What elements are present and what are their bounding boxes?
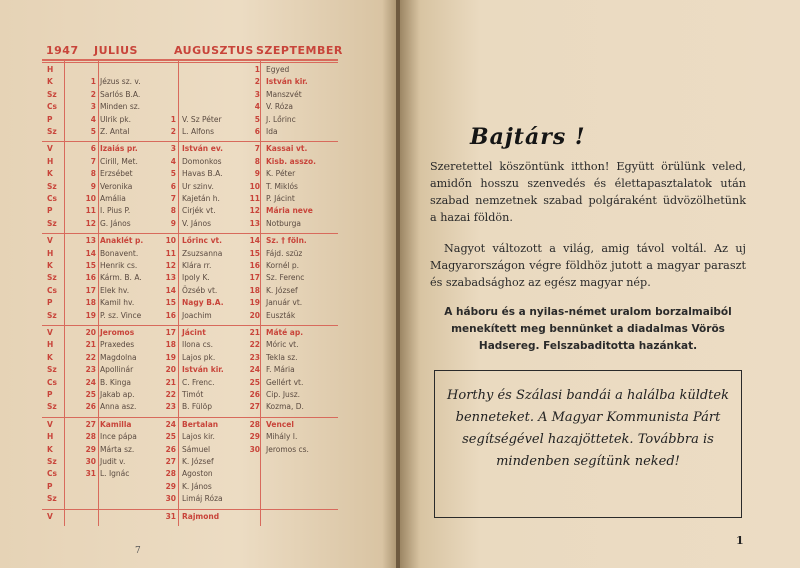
july-day-number: 8 xyxy=(90,169,96,179)
august-day-number: 9 xyxy=(170,218,176,228)
september-saint-name: J. Lőrinc xyxy=(266,114,296,124)
september-saint-name: V. Róza xyxy=(266,102,293,112)
july-saint-name: Judit v. xyxy=(100,456,126,466)
september-day-number: 19 xyxy=(249,298,260,308)
september-day-number: 6 xyxy=(254,126,260,136)
july-saint-name: P. sz. Vince xyxy=(100,310,142,320)
august-day-number: 6 xyxy=(170,181,176,191)
september-day-number: 30 xyxy=(249,444,260,454)
july-saint-name: Anna asz. xyxy=(100,402,137,412)
august-day-number: 12 xyxy=(165,260,176,270)
july-saint-name: G. János xyxy=(100,218,131,228)
weekday-label: H xyxy=(47,248,54,258)
calendar-row xyxy=(42,168,338,180)
july-day-number: 23 xyxy=(85,365,96,375)
weekday-label: H xyxy=(47,432,54,442)
weekday-label: Cs xyxy=(47,193,57,203)
august-saint-name: Timót xyxy=(182,389,204,399)
september-day-number: 24 xyxy=(249,365,260,375)
september-day-number: 29 xyxy=(249,432,260,442)
july-saint-name: Apollinár xyxy=(100,365,134,375)
september-day-number: 28 xyxy=(249,419,260,429)
weekday-label: Sz xyxy=(47,494,57,504)
weekday-label: V xyxy=(47,236,53,246)
july-day-number: 29 xyxy=(85,444,96,454)
july-day-number: 3 xyxy=(90,102,96,112)
july-day-number: 18 xyxy=(85,298,96,308)
september-saint-name: Január vt. xyxy=(266,298,303,308)
july-saint-name: Cirill, Met. xyxy=(100,156,138,166)
july-day-number: 12 xyxy=(85,218,96,228)
weekday-label: Sz xyxy=(47,456,57,466)
august-day-number: 20 xyxy=(165,365,176,375)
day-column-line xyxy=(64,60,65,526)
calendar-row xyxy=(42,126,338,138)
august-saint-name: Havas B.A. xyxy=(182,169,223,179)
september-saint-name: István kir. xyxy=(266,77,308,87)
august-day-number: 17 xyxy=(165,328,176,337)
weekday-label: P xyxy=(47,206,53,216)
august-saint-name: Zsuzsanna xyxy=(182,248,223,258)
weekday-label: Sz xyxy=(47,181,57,191)
july-saint-name: Jakab ap. xyxy=(100,389,135,399)
calendar-row xyxy=(42,401,338,413)
september-day-number: 13 xyxy=(249,218,260,228)
august-saint-name: Domonkos xyxy=(182,156,222,166)
september-saint-name: Kassai vt. xyxy=(266,144,308,154)
august-day-number: 13 xyxy=(165,273,176,283)
calendar-week xyxy=(42,511,338,523)
august-day-number: 19 xyxy=(165,352,176,362)
september-day-number: 10 xyxy=(249,181,260,191)
calendar-row xyxy=(42,444,338,456)
july-saint-name: Z. Antal xyxy=(100,126,130,136)
july-day-number: 27 xyxy=(85,419,96,429)
july-saint-name: Kamilla xyxy=(100,419,132,429)
august-day-number: 14 xyxy=(165,285,176,295)
july-saint-name: Izaiás pr. xyxy=(100,144,138,154)
calendar-row xyxy=(42,493,338,505)
july-day-number: 30 xyxy=(85,456,96,466)
september-day-number: 22 xyxy=(249,340,260,350)
august-day-number: 18 xyxy=(165,340,176,350)
august-saint-name: Agoston xyxy=(182,469,213,479)
august-day-number: 22 xyxy=(165,389,176,399)
august-saint-name: Limáj Róza xyxy=(182,494,223,504)
august-saint-name: L. Alfons xyxy=(182,126,215,136)
september-saint-name: K. Péter xyxy=(266,169,296,179)
september-day-number: 14 xyxy=(249,236,260,246)
august-saint-name: Nagy B.A. xyxy=(182,298,224,308)
weekday-label: Sz xyxy=(47,365,57,375)
weekday-label: P xyxy=(47,481,53,491)
calendar-week xyxy=(42,419,338,506)
july-day-number: 22 xyxy=(85,352,96,362)
calendar-row xyxy=(42,339,338,351)
weekday-label: P xyxy=(47,298,53,308)
weekday-label: H xyxy=(47,156,54,166)
week-separator xyxy=(42,233,338,234)
weekday-label: H xyxy=(47,340,54,350)
july-saint-name: Amália xyxy=(100,193,126,203)
weekday-label: Sz xyxy=(47,126,57,136)
july-saint-name: Magdolna xyxy=(100,352,137,362)
august-saint-name: Özséb vt. xyxy=(182,285,218,295)
calendar-row xyxy=(42,143,338,155)
calendar-row xyxy=(42,248,338,260)
footer-mark: 7 xyxy=(135,546,141,556)
calendar-row xyxy=(42,431,338,443)
july-saint-name: Veronika xyxy=(100,181,133,191)
september-saint-name: Vencel xyxy=(266,419,294,429)
august-saint-name: Joachim xyxy=(182,310,212,320)
september-day-number: 3 xyxy=(254,89,260,99)
september-day-number: 26 xyxy=(249,389,260,399)
september-day-number: 1 xyxy=(254,65,260,74)
august-saint-name: Ur szinv. xyxy=(182,181,214,191)
weekday-label: P xyxy=(47,389,53,399)
weekday-label: V xyxy=(47,144,53,154)
september-saint-name: Ida xyxy=(266,126,278,136)
july-day-number: 6 xyxy=(90,144,96,154)
calendar-row xyxy=(42,468,338,480)
july-saint-name: Márta sz. xyxy=(100,444,135,454)
september-day-number: 18 xyxy=(249,285,260,295)
month-september: SZEPTEMBER xyxy=(256,44,343,57)
letter-title: Bajtárs ! xyxy=(470,124,586,150)
weekday-label: Cs xyxy=(47,285,57,295)
calendar-row xyxy=(42,297,338,309)
august-column-line xyxy=(178,60,179,526)
july-day-number: 16 xyxy=(85,273,96,283)
july-saint-name: Anaklét p. xyxy=(100,236,144,246)
august-saint-name: Kajetán h. xyxy=(182,193,220,203)
september-saint-name: Egyed xyxy=(266,65,290,74)
september-saint-name: Sz. † föln. xyxy=(266,236,307,246)
calendar-week xyxy=(42,327,338,414)
weekday-label: H xyxy=(47,65,54,74)
calendar-row xyxy=(42,235,338,247)
august-day-number: 29 xyxy=(165,481,176,491)
weekday-label: Sz xyxy=(47,310,57,320)
august-saint-name: Lajos kir. xyxy=(182,432,215,442)
left-page xyxy=(0,0,398,568)
august-day-number: 24 xyxy=(165,419,176,429)
page-number: 1 xyxy=(736,534,744,547)
september-saint-name: P. Jácint xyxy=(266,193,295,203)
calendar-row xyxy=(42,64,338,76)
month-august: AUGUSZTUS xyxy=(174,44,254,57)
calendar-row xyxy=(42,272,338,284)
september-day-number: 23 xyxy=(249,352,260,362)
calendar-week xyxy=(42,64,338,138)
july-saint-name: Jézus sz. v. xyxy=(100,77,141,87)
august-day-number: 5 xyxy=(170,169,176,179)
august-day-number: 16 xyxy=(165,310,176,320)
september-day-number: 2 xyxy=(254,77,260,87)
july-day-number: 2 xyxy=(90,89,96,99)
august-day-number: 26 xyxy=(165,444,176,454)
calendar-row xyxy=(42,389,338,401)
july-saint-name: Henrik cs. xyxy=(100,260,138,270)
weekday-label: K xyxy=(47,444,53,454)
august-saint-name: Jácint xyxy=(182,328,206,337)
august-day-number: 21 xyxy=(165,377,176,387)
august-saint-name: István kir. xyxy=(182,365,224,375)
september-day-number: 25 xyxy=(249,377,260,387)
july-saint-name: Jeromos xyxy=(100,328,135,337)
right-page xyxy=(400,0,800,568)
july-day-number: 4 xyxy=(90,114,96,124)
september-saint-name: Máté ap. xyxy=(266,328,304,337)
july-saint-name: Ince pápa xyxy=(100,432,137,442)
calendar-row xyxy=(42,419,338,431)
calendar-week xyxy=(42,143,338,230)
calendar-row xyxy=(42,285,338,297)
july-day-number: 7 xyxy=(90,156,96,166)
august-day-number: 2 xyxy=(170,126,176,136)
july-column-line xyxy=(98,60,99,526)
week-separator xyxy=(42,509,338,510)
september-saint-name: Mária neve xyxy=(266,206,313,216)
september-day-number: 5 xyxy=(254,114,260,124)
weekday-label: Sz xyxy=(47,89,57,99)
calendar-row xyxy=(42,377,338,389)
august-day-number: 15 xyxy=(165,298,176,308)
september-saint-name: Kozma, D. xyxy=(266,402,304,412)
calendar-row xyxy=(42,114,338,126)
week-separator xyxy=(42,62,338,63)
boxed-message xyxy=(434,370,742,518)
week-separator xyxy=(42,417,338,418)
calendar-row xyxy=(42,364,338,376)
august-saint-name: K. János xyxy=(182,481,212,491)
august-day-number: 31 xyxy=(165,511,176,521)
calendar-row xyxy=(42,260,338,272)
calendar-row xyxy=(42,181,338,193)
july-saint-name: Erzsébet xyxy=(100,169,133,179)
july-saint-name: Kárm. B. A. xyxy=(100,273,142,283)
september-saint-name: Jeromos cs. xyxy=(266,444,309,454)
july-saint-name: Minden sz. xyxy=(100,102,141,112)
weekday-label: K xyxy=(47,77,53,87)
september-saint-name: Euszták xyxy=(266,310,296,320)
july-saint-name: B. Kinga xyxy=(100,377,132,387)
september-saint-name: Kisb. asszo. xyxy=(266,156,317,166)
september-saint-name: Sz. Ferenc xyxy=(266,273,305,283)
july-day-number: 19 xyxy=(85,310,96,320)
august-day-number: 28 xyxy=(165,469,176,479)
july-day-number: 13 xyxy=(85,236,96,246)
august-day-number: 8 xyxy=(170,206,176,216)
september-day-number: 16 xyxy=(249,260,260,270)
august-saint-name: Lajos pk. xyxy=(182,352,216,362)
september-saint-name: Tekla sz. xyxy=(266,352,298,362)
july-day-number: 21 xyxy=(85,340,96,350)
calendar-row xyxy=(42,511,338,523)
august-saint-name: B. Fülöp xyxy=(182,402,213,412)
august-saint-name: Cirjék vt. xyxy=(182,206,216,216)
august-saint-name: Bertalan xyxy=(182,419,219,429)
september-day-number: 27 xyxy=(249,402,260,412)
weekday-label: K xyxy=(47,260,53,270)
weekday-label: Sz xyxy=(47,273,57,283)
paragraph-welcome: Szeretettel köszöntünk itthon! Együtt örülünk veled, amidőn hosszu szenvedés és élettapasztalatok után szabad nemzetnek szabad polgáraként üdvözölhetünk a hazai földön. xyxy=(430,160,746,224)
weekday-label: V xyxy=(47,511,53,521)
september-day-number: 8 xyxy=(254,156,260,166)
weekday-label: K xyxy=(47,169,53,179)
august-day-number: 27 xyxy=(165,456,176,466)
august-saint-name: Ilona cs. xyxy=(182,340,214,350)
july-day-number: 17 xyxy=(85,285,96,295)
september-day-number: 15 xyxy=(249,248,260,258)
weekday-label: Sz xyxy=(47,218,57,228)
august-day-number: 1 xyxy=(170,114,176,124)
july-day-number: 26 xyxy=(85,402,96,412)
august-day-number: 10 xyxy=(165,236,176,246)
september-saint-name: Mihály I. xyxy=(266,432,298,442)
calendar-row xyxy=(42,101,338,113)
august-saint-name: Lőrinc vt. xyxy=(182,236,222,246)
september-day-number: 7 xyxy=(254,144,260,154)
september-saint-name: K. József xyxy=(266,285,298,295)
july-saint-name: Bonavent. xyxy=(100,248,139,258)
july-saint-name: L. Ignác xyxy=(100,469,130,479)
august-saint-name: K. József xyxy=(182,456,214,466)
july-day-number: 9 xyxy=(90,181,96,191)
september-saint-name: T. Miklós xyxy=(266,181,298,191)
week-separator xyxy=(42,325,338,326)
september-saint-name: Manszvét xyxy=(266,89,302,99)
year-label: 1947 xyxy=(46,44,79,57)
august-saint-name: István ev. xyxy=(182,144,223,154)
august-saint-name: V. Sz Péter xyxy=(182,114,222,124)
july-day-number: 1 xyxy=(90,77,96,87)
september-day-number: 11 xyxy=(249,193,260,203)
calendar-row xyxy=(42,156,338,168)
august-saint-name: C. Frenc. xyxy=(182,377,215,387)
august-day-number: 7 xyxy=(170,193,176,203)
september-day-number: 20 xyxy=(249,310,260,320)
august-day-number: 25 xyxy=(165,432,176,442)
calendar-row xyxy=(42,205,338,217)
august-saint-name: Ipoly K. xyxy=(182,273,210,283)
august-day-number: 11 xyxy=(165,248,176,258)
september-saint-name: Kornél p. xyxy=(266,260,300,270)
weekday-label: P xyxy=(47,114,53,124)
september-saint-name: F. Mária xyxy=(266,365,295,375)
week-separator xyxy=(42,141,338,142)
paragraph-changes: Nagyot változott a világ, amig távol voltál. Az uj Magyarországon végre földhöz jutott a magyar paraszt és szabadsághoz az egész magyar nép. xyxy=(430,242,746,289)
calendar-row xyxy=(42,327,338,339)
weekday-label: Cs xyxy=(47,102,57,112)
calendar-row xyxy=(42,89,338,101)
july-day-number: 28 xyxy=(85,432,96,442)
calendar-row xyxy=(42,218,338,230)
september-saint-name: Notburga xyxy=(266,218,301,228)
calendar-row xyxy=(42,76,338,88)
july-day-number: 25 xyxy=(85,389,96,399)
july-saint-name: Kamil hv. xyxy=(100,298,135,308)
august-saint-name: Klára rr. xyxy=(182,260,212,270)
september-saint-name: Fájd. szüz xyxy=(266,248,303,258)
july-day-number: 11 xyxy=(85,206,96,216)
weekday-label: V xyxy=(47,419,53,429)
weekday-label: K xyxy=(47,352,53,362)
september-column-line xyxy=(260,60,261,526)
weekday-label: V xyxy=(47,328,53,337)
weekday-label: Sz xyxy=(47,402,57,412)
calendar-row xyxy=(42,456,338,468)
boxed-message-text: Horthy és Szálasi bandái a halálba küldtek benneteket. A Magyar Kommunista Párt segítségével hazajöttetek. Továbbra is mindenben segítünk neked! xyxy=(447,388,729,469)
september-day-number: 17 xyxy=(249,273,260,283)
july-day-number: 15 xyxy=(85,260,96,270)
july-day-number: 31 xyxy=(85,469,96,479)
september-day-number: 21 xyxy=(249,328,260,337)
september-saint-name: Móric vt. xyxy=(266,340,299,350)
july-day-number: 24 xyxy=(85,377,96,387)
august-saint-name: Rajmond xyxy=(182,511,220,521)
calendar-row xyxy=(42,193,338,205)
july-day-number: 20 xyxy=(85,328,96,337)
july-day-number: 10 xyxy=(85,193,96,203)
july-saint-name: Ulrik pk. xyxy=(100,114,131,124)
header-underline xyxy=(42,59,338,61)
july-day-number: 14 xyxy=(85,248,96,258)
september-day-number: 12 xyxy=(249,206,260,216)
july-day-number: 5 xyxy=(90,126,96,136)
august-day-number: 23 xyxy=(165,402,176,412)
paragraph-liberation: A háboru és a nyilas-német uralom borzalmaiból menekített meg bennünket a diadalmas Vörös Hadsereg. Felszabaditotta hazánkat. xyxy=(444,306,732,352)
month-july: JULIUS xyxy=(94,44,138,57)
august-saint-name: V. János xyxy=(182,218,211,228)
august-day-number: 4 xyxy=(170,156,176,166)
july-saint-name: Praxedes xyxy=(100,340,135,350)
september-saint-name: Cip. Jusz. xyxy=(266,389,301,399)
calendar-row xyxy=(42,481,338,493)
calendar-row xyxy=(42,352,338,364)
august-day-number: 3 xyxy=(170,144,176,154)
calendar-table xyxy=(42,44,343,530)
weekday-label: Cs xyxy=(47,469,57,479)
july-saint-name: I. Pius P. xyxy=(100,206,131,216)
july-saint-name: Elek hv. xyxy=(100,285,130,295)
calendar-week xyxy=(42,235,338,322)
weekday-label: Cs xyxy=(47,377,57,387)
september-day-number: 4 xyxy=(254,102,260,112)
calendar-row xyxy=(42,310,338,322)
september-saint-name: Gellért vt. xyxy=(266,377,304,387)
august-saint-name: Sámuel xyxy=(182,444,211,454)
september-day-number: 9 xyxy=(254,169,260,179)
july-saint-name: Sarlós B.A. xyxy=(100,89,141,99)
august-day-number: 30 xyxy=(165,494,176,504)
